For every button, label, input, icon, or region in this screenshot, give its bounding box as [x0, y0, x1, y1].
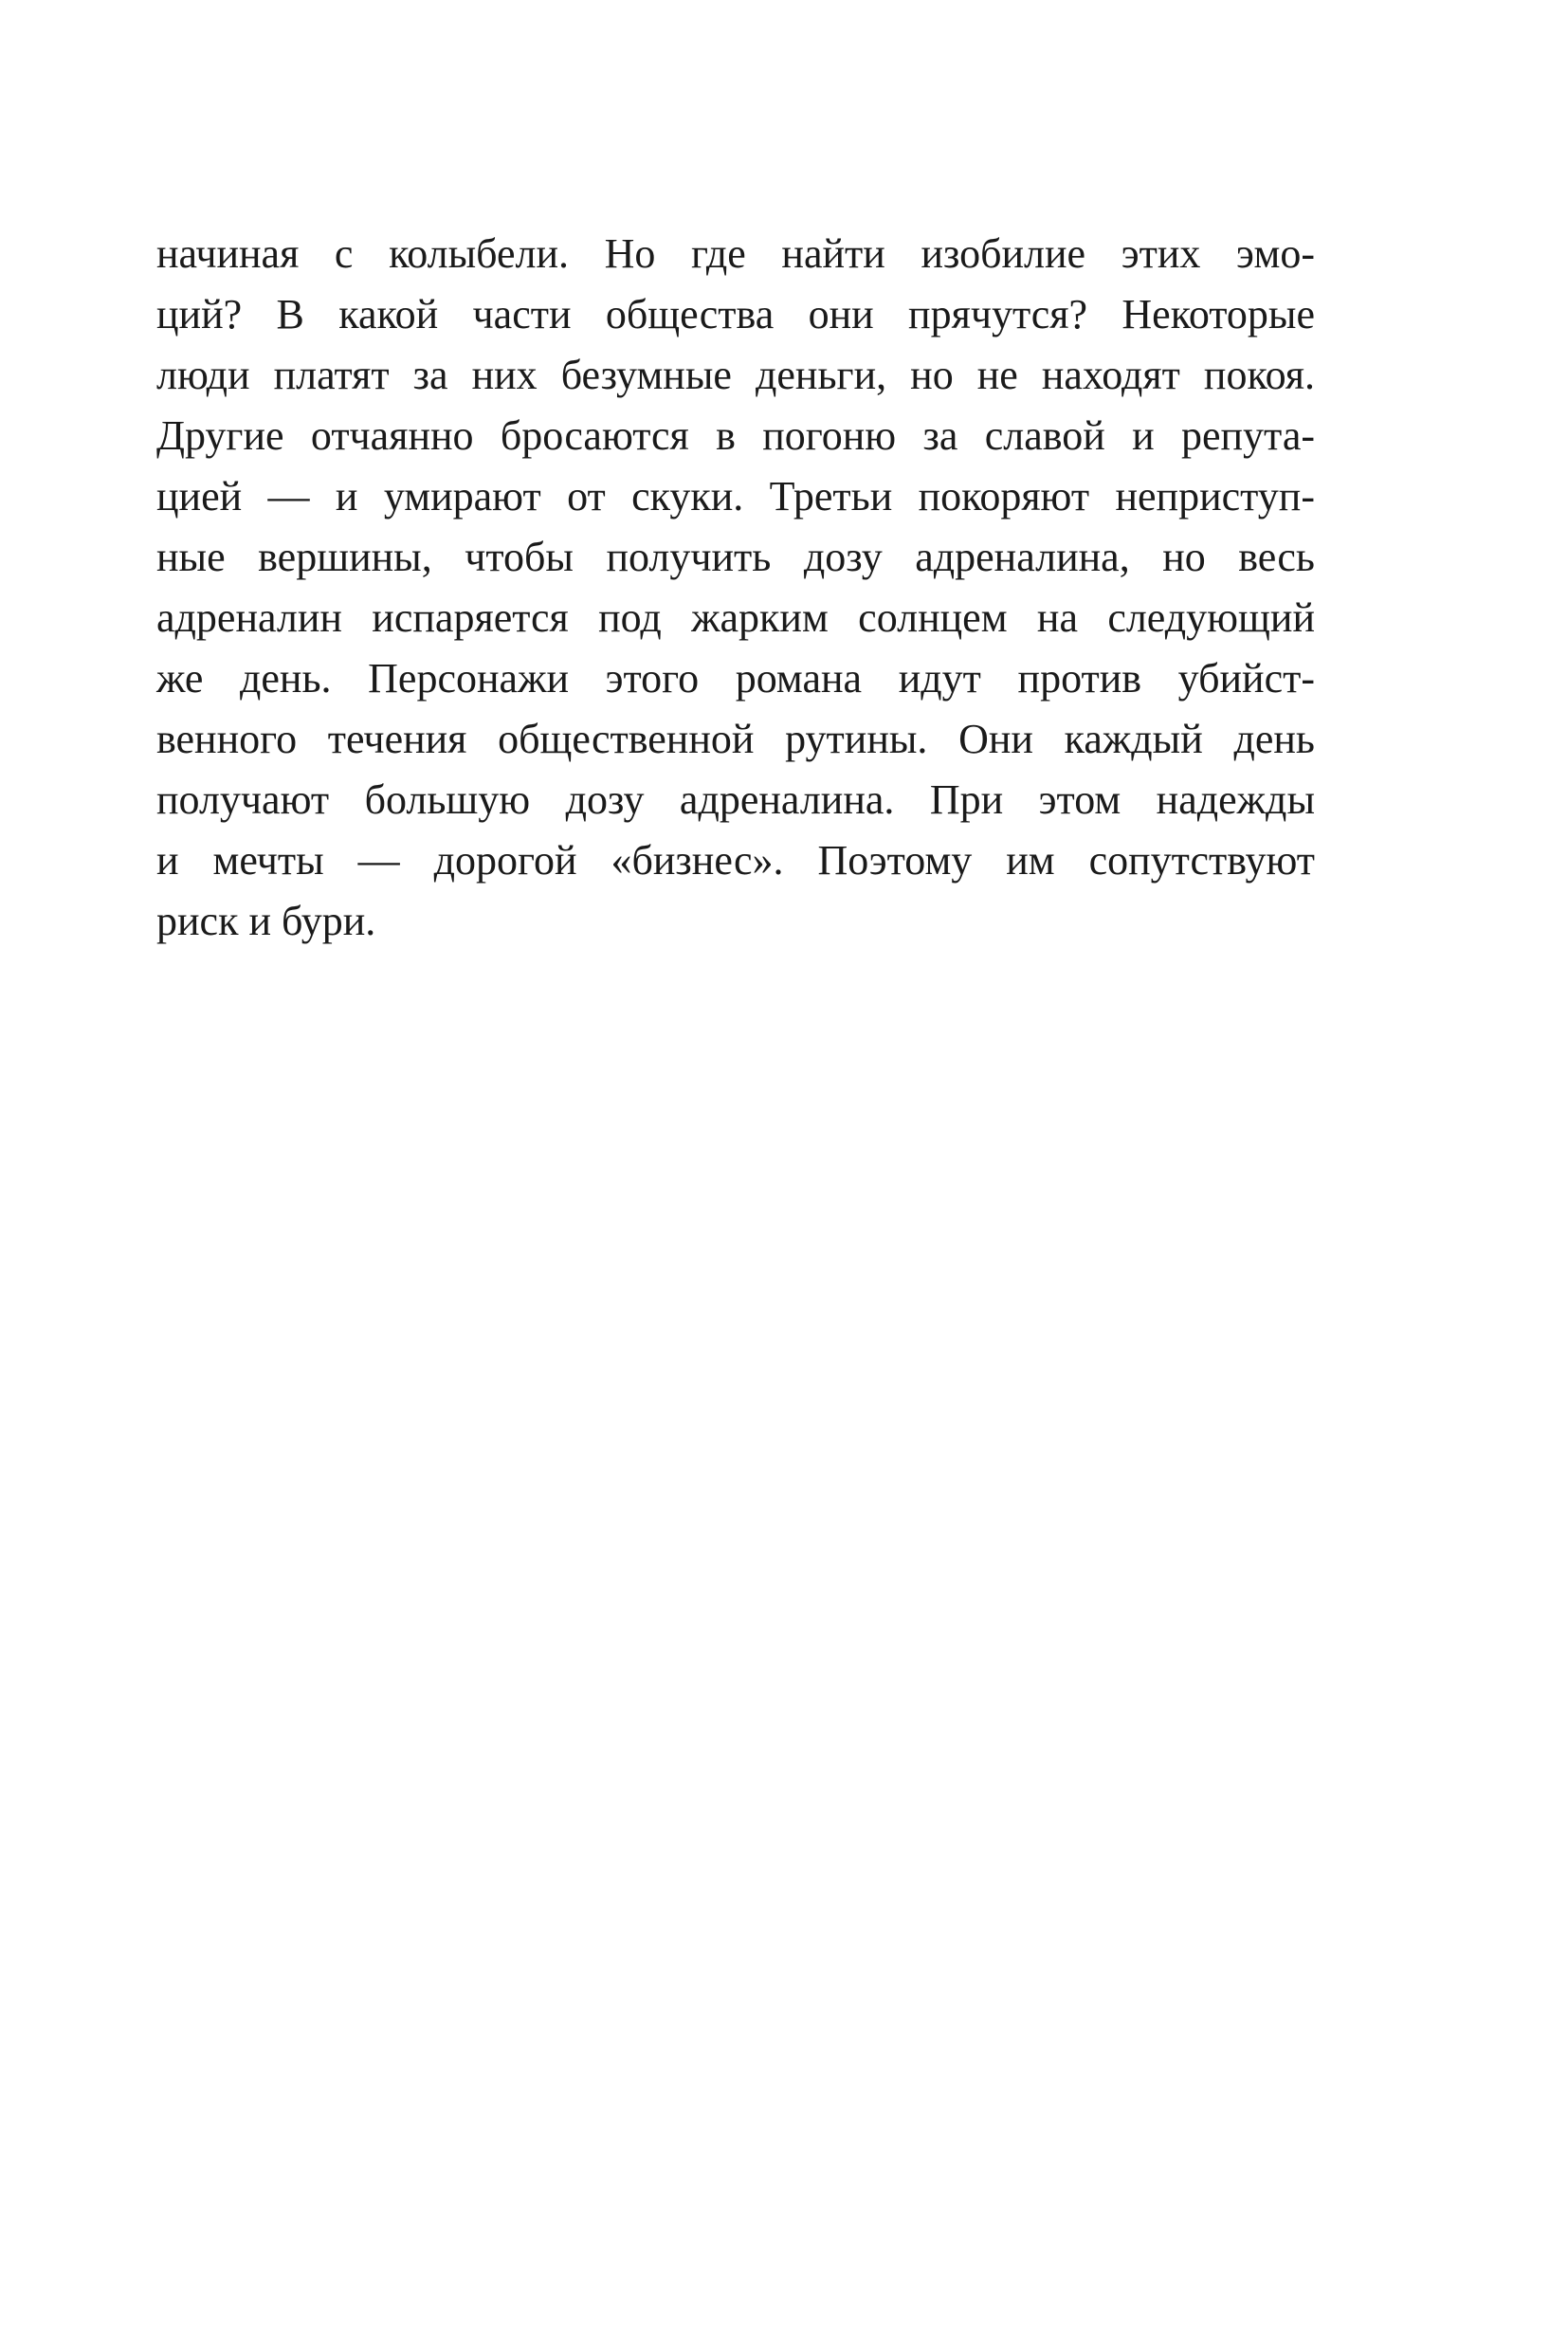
body-paragraph	[156, 224, 1315, 952]
text-line-last: риск и бури.	[156, 898, 376, 944]
text-line: начиная с колыбели. Но где найти изобилие этих эмо-	[156, 230, 1315, 277]
text-line: и мечты — дорогой «бизнес». Поэтому им сопутствуют	[156, 837, 1315, 884]
text-line: Другие отчаянно бросаются в погоню за славой и репута-	[156, 412, 1315, 459]
text-line: адреналин испаряется под жарким солнцем на следующий	[156, 594, 1315, 641]
text-line: венного течения общественной рутины. Они каждый день	[156, 716, 1315, 762]
text-line: цией — и умирают от скуки. Третьи покоряют неприступ-	[156, 473, 1315, 520]
text-line: получают большую дозу адреналина. При этом надежды	[156, 776, 1315, 823]
text-line: люди платят за них безумные деньги, но не находят покоя.	[156, 352, 1315, 398]
text-line: же день. Персонажи этого романа идут против убийст-	[156, 655, 1315, 702]
text-line: ций? В какой части общества они прячутся? Некоторые	[156, 291, 1315, 337]
text-line: ные вершины, чтобы получить дозу адреналина, но весь	[156, 534, 1315, 580]
